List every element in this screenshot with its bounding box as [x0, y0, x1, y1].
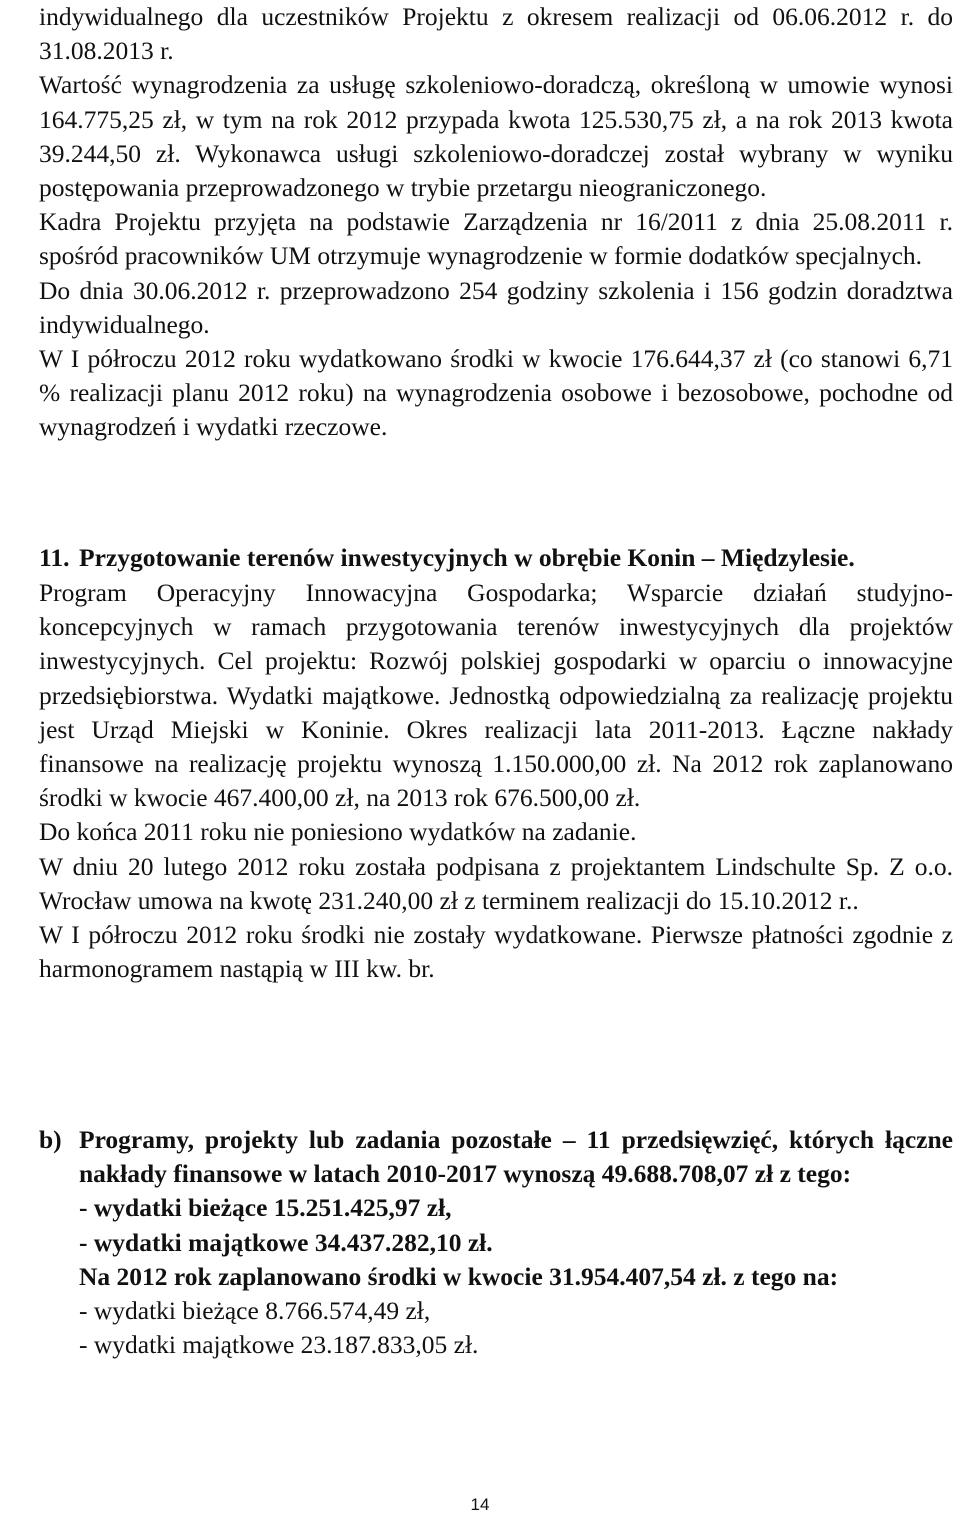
expense-line: - wydatki bieżące 8.766.574,49 zł, [79, 1296, 431, 1326]
section-11-heading [39, 541, 953, 575]
expense-line: - wydatki majątkowe 34.437.282,10 zł. [79, 1227, 493, 1257]
paragraph: indywidualnego dla uczestników Projektu z okresem realizacji od 06.06.2012 r. do 31.08.2013 r. [39, 2, 953, 66]
paragraph: Program Operacyjny Innowacyjna Gospodarka; Wsparcie działań studyjno-koncepcyjnych w ramach przygotowania terenów inwestycyjnych dla projektów inwestycyjnych. Cel projektu: Rozwój polskiej gospodarki w oparciu o innowacyjne przedsiębiorstwa. Wydatki majątkowe. Jednostką odpowiedzialną za realizację projektu jest Urząd Miejski w Koninie. Okres realizacji lata 2011-2013. Łączne nakłady finansowe na realizację projektu wynoszą 1.150.000,00 zł. Na 2012 rok zaplanowano środki w kwocie 467.400,00 zł, na 2013 rok 676.500,00 zł. [39, 578, 953, 813]
paragraph: Do końca 2011 roku nie poniesiono wydatków na zadanie. [39, 817, 637, 847]
paragraph: W dniu 20 lutego 2012 roku została podpisana z projektantem Lindschulte Sp. Z o.o. Wrocław umowa na kwotę 231.240,00 zł z terminem realizacji do 15.10.2012 r.. [39, 851, 953, 915]
paragraph: W I półroczu 2012 roku środki nie zostały wydatkowane. Pierwsze płatności zgodnie z harmonogramem nastąpią w III kw. br. [39, 920, 953, 984]
section-11-body [39, 576, 953, 986]
section-title: Przygotowanie terenów inwestycyjnych w obrębie Konin – Międzylesie. [79, 543, 855, 572]
section-number: 11. [39, 543, 70, 572]
expense-line: - wydatki bieżące 15.251.425,97 zł, [79, 1193, 452, 1223]
page-number: 14 [470, 1495, 490, 1514]
section-10-continuation [39, 0, 953, 445]
plan-line: Na 2012 rok zaplanowano środki w kwocie 31.954.407,54 zł. z tego na: [79, 1261, 839, 1291]
section-b-content [79, 1123, 953, 1362]
paragraph: Wartość wynagrodzenia za usługę szkoleniowo-doradczą, określoną w umowie wynosi 164.775,25 zł, w tym na rok 2012 przypada kwota 125.530,75 zł, a na rok 2013 kwota 39.244,50 zł. Wykonawca usługi szkoleniowo-doradczej został wybrany w wyniku postępowania przeprowadzonego w trybie przetargu nieograniczonego. [39, 70, 953, 203]
section-b [39, 1123, 953, 1362]
list-label: b) [39, 1125, 62, 1154]
section-b-intro: Programy, projekty lub zadania pozostałe – 11 przedsięwzięć, których łączne nakłady finansowe w latach 2010-2017 wynoszą 49.688.708,07 zł z tego: [79, 1125, 953, 1189]
paragraph: W I półroczu 2012 roku wydatkowano środki w kwocie 176.644,37 zł (co stanowi 6,71 % realizacji planu 2012 roku) na wynagrodzenia osobowe i bezosobowe, pochodne od wynagrodzeń i wydatki rzeczowe. [39, 344, 953, 442]
paragraph: Do dnia 30.06.2012 r. przeprowadzono 254 godziny szkolenia i 156 godzin doradztwa indywidualnego. [39, 275, 953, 339]
expense-line: - wydatki majątkowe 23.187.833,05 zł. [79, 1330, 479, 1360]
paragraph: Kadra Projektu przyjęta na podstawie Zarządzenia nr 16/2011 z dnia 25.08.2011 r. spośród pracowników UM otrzymuje wynagrodzenie w formie dodatków specjalnych. [39, 207, 953, 271]
